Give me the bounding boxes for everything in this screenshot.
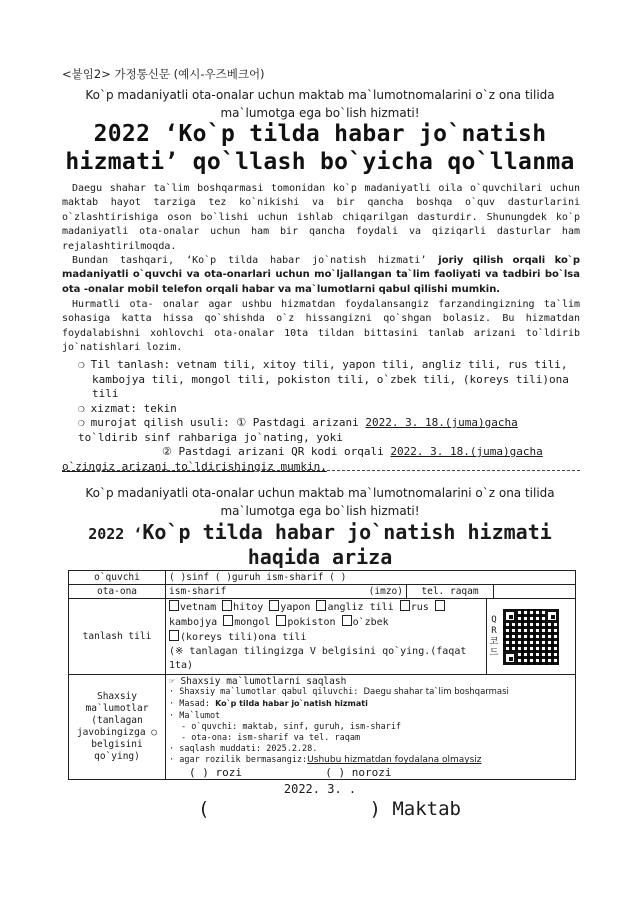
- option-service: [62, 402, 582, 417]
- method-1-date: 2022. 3. 18.(juma)gacha: [365, 416, 518, 429]
- privacy-purpose-label: · Masad:: [169, 699, 210, 710]
- paragraph-1-text: Daegu shahar ta`lim boshqarmasi tomonidan ko`p madaniyatli oila o`quvchilari uchun maktab hayot tarziga tez ko`nikishi va bir qancha boshqa o`quv dasturlarini o`zlashtirishiga oson bo`lishi uchun ishlab chiqarilgan dasturdir. Shunungdek ko`p madaniyatli ota-onalar uchun ham bir qancha foydali va qiziqarli dasturlar ham rejalashtirilmoqda.: [62, 183, 580, 252]
- application-form: [68, 570, 576, 780]
- checkbox[interactable]: [276, 615, 286, 626]
- paragraph-2-text: Bundan tashqari, ‘Ko`p tilda habar jo`natish hizmati’: [72, 255, 427, 266]
- checkbox[interactable]: [169, 630, 179, 641]
- intro-text: [60, 86, 580, 122]
- option-language: [62, 358, 582, 402]
- bullet-icon: ❍: [78, 401, 85, 415]
- school-name-line: [198, 798, 461, 820]
- privacy-refuse-label: · agar rozilik bermasangiz:: [169, 755, 308, 766]
- checkbox[interactable]: [222, 600, 232, 611]
- intro-line-1: Ko`p madaniyatli ota-onalar uchun maktab ma`lumotnomalarini o`z ona tilida: [85, 88, 555, 102]
- bullet-icon: ❍: [78, 358, 85, 371]
- document-tag: <붙임2> 가정통신문 (예시-우즈베크어): [62, 67, 265, 81]
- paragraph-3: [62, 298, 580, 356]
- privacy-info-1: - o`quvchi: maktab, sinf, guruh, ism-sharif: [181, 721, 402, 732]
- lang-pokiston: pokiston: [287, 617, 336, 628]
- title-line-2: hizmati’ qo`llash bo`yicha qo`llanma: [65, 149, 575, 175]
- privacy-period: · saqlash muddati: 2025.2.28.: [169, 744, 318, 755]
- language-options: [166, 599, 487, 675]
- title-line-1: 2022 ‘Ko`p tilda habar jo`natish: [93, 121, 547, 147]
- lang-uzbek: o`zbek: [352, 617, 389, 628]
- option-language-value: vetnam tili, xitoy tili, yapon tili, angliz tili, rus tili, kambojya tili, mongol tili, pokiston tili, o`zbek tili, (koreys tili)ona tili: [92, 358, 569, 400]
- language-label: tanlash tili: [69, 599, 166, 675]
- lang-vetnam: vetnam: [180, 602, 217, 613]
- paragraph-1: [62, 182, 580, 254]
- parent-name-field[interactable]: ism-sharif: [169, 586, 227, 597]
- parent-label: ota-ona: [69, 585, 166, 599]
- disagree-option[interactable]: ( ) norozi: [325, 765, 392, 779]
- checkbox[interactable]: [223, 615, 233, 626]
- lang-mongol: mongol: [234, 617, 271, 628]
- method-1-post: to`ldirib sinf rahbariga jo`nating, yoki: [78, 430, 343, 444]
- privacy-refuse: Ushubu hizmatdan foydalana olmaysiz: [307, 755, 482, 766]
- form-date: 2022. 3. .: [283, 782, 357, 796]
- language-line-3: [169, 630, 483, 645]
- privacy-receiver: Daegu shahar ta`lim boshqarmasi: [363, 687, 509, 698]
- checkbox[interactable]: [342, 615, 352, 626]
- lang-koreys: (koreys tili)ona tili: [180, 632, 307, 643]
- privacy-info: · Ma`lumot: [169, 710, 221, 721]
- form-title-line-2: haqida ariza: [247, 545, 393, 569]
- lang-kambojya: kambojya: [169, 617, 218, 628]
- form-intro: [60, 484, 580, 520]
- lang-yapon: yapon: [280, 602, 311, 613]
- agree-option[interactable]: ( ) rozi: [189, 765, 242, 779]
- parent-row: [69, 585, 576, 599]
- language-note: (※ tanlagan tilingizga V belgisini qo`ying.(faqat 1ta): [169, 646, 467, 671]
- lang-rus: rus: [410, 602, 429, 613]
- options-list: [62, 358, 582, 474]
- method-1-pre: ① Pastdagi arizani: [236, 416, 359, 429]
- paragraph-2: [62, 254, 580, 297]
- parent-phone-field[interactable]: [494, 585, 575, 598]
- option-service-value: tekin: [143, 401, 177, 415]
- language-row: [69, 599, 576, 675]
- form-title-year: 2022 ‘: [88, 525, 143, 543]
- student-row: [69, 571, 576, 585]
- checkbox[interactable]: [169, 600, 179, 611]
- option-method-label: murojat qilish usuli:: [90, 416, 230, 429]
- cut-line: [62, 470, 580, 471]
- language-line-1: [169, 600, 483, 615]
- option-service-label: xizmat:: [90, 401, 137, 415]
- bullet-icon: ❍: [78, 416, 85, 429]
- form-intro-line-2: ma`lumotga ega bo`lish hizmati!: [220, 504, 420, 518]
- school-open: (: [198, 798, 210, 820]
- language-line-2: [169, 615, 483, 630]
- method-2-pre: ② Pastdagi arizani QR kodi orqali: [162, 445, 384, 458]
- privacy-title: ☞ Shaxsiy ma`lumotlarni saqlash: [169, 676, 347, 687]
- parent-field[interactable]: [166, 585, 576, 599]
- lang-hitoy: hitoy: [233, 602, 264, 613]
- parent-phone-label: tel. raqam: [407, 585, 494, 598]
- privacy-label: Shaxsiy ma`lumotlar (tanlagan javobingizga ○ belgisini qo`ying): [69, 675, 166, 780]
- student-field[interactable]: ( )sinf ( )guruh ism-sharif ( ): [166, 571, 576, 585]
- checkbox[interactable]: [316, 600, 326, 611]
- lang-angliz: angliz tili: [327, 602, 394, 613]
- qr-code-icon[interactable]: [503, 609, 559, 665]
- privacy-purpose: Ko`p tilda habar jo`natish hizmati: [215, 699, 368, 709]
- privacy-row: [69, 675, 576, 780]
- option-method: [62, 416, 582, 445]
- privacy-info-2: - ota-ona: ism-sharif va tel. raqam: [181, 733, 361, 744]
- paragraph-3-text: Hurmatli ota- onalar agar ushbu hizmatdan foydalansangiz farzandingizning ta`lim sohasiga katta hissa qo`shishda o`z hissangizni qo`shgan bolasiz. Bu hizmatdan foydalabishni xohlovchi ota-onalar 10ta tildan bittasini tanlab arizani to`ldirib jo`natishlari lozim.: [62, 299, 580, 354]
- option-language-label: Til tanlash:: [90, 358, 171, 371]
- checkbox[interactable]: [435, 600, 445, 611]
- intro-line-2: ma`lumotga ega bo`lish hizmati!: [220, 106, 420, 120]
- school-close: ) Maktab: [369, 798, 461, 820]
- form-title-line-1: [60, 521, 580, 546]
- qr-label: QR 코드: [489, 614, 499, 658]
- form-title-main: Ko`p tilda habar jo`natish hizmati: [142, 520, 552, 544]
- privacy-receiver-label: · Shaxsiy ma`lumotlar qabul qiluvchi:: [169, 687, 359, 698]
- consent-options: [169, 767, 572, 778]
- checkbox[interactable]: [269, 600, 279, 611]
- checkbox[interactable]: [400, 600, 410, 611]
- privacy-purpose-line: [169, 698, 572, 710]
- student-label: o`quvchi: [69, 571, 166, 585]
- privacy-content: [166, 675, 576, 780]
- form-title: [60, 521, 580, 569]
- privacy-receiver-line: [169, 687, 572, 698]
- form-intro-line-1: Ko`p madaniyatli ota-onalar uchun maktab ma`lumotnomalarini o`z ona tilida: [85, 486, 555, 500]
- paragraph-2-bold: joriy qilish orqali ko`p madaniyatli o`quvchi va ota-onarlari uchun mo`ljallangan ta`lim faoliyati va tadbiri bo`lsa ota -onalar mobil telefon orqali habar va ma`lumotlarni qabul qilishi mumkin.: [62, 255, 581, 295]
- parent-sign-field[interactable]: (imzo): [322, 585, 407, 598]
- method-2-deadline: 2022. 3. 18.(juma)gacha o`zingiz arizani to`ldirishingiz mumkin.: [62, 445, 543, 473]
- qr-cell: [487, 599, 576, 675]
- page-title: [40, 120, 600, 176]
